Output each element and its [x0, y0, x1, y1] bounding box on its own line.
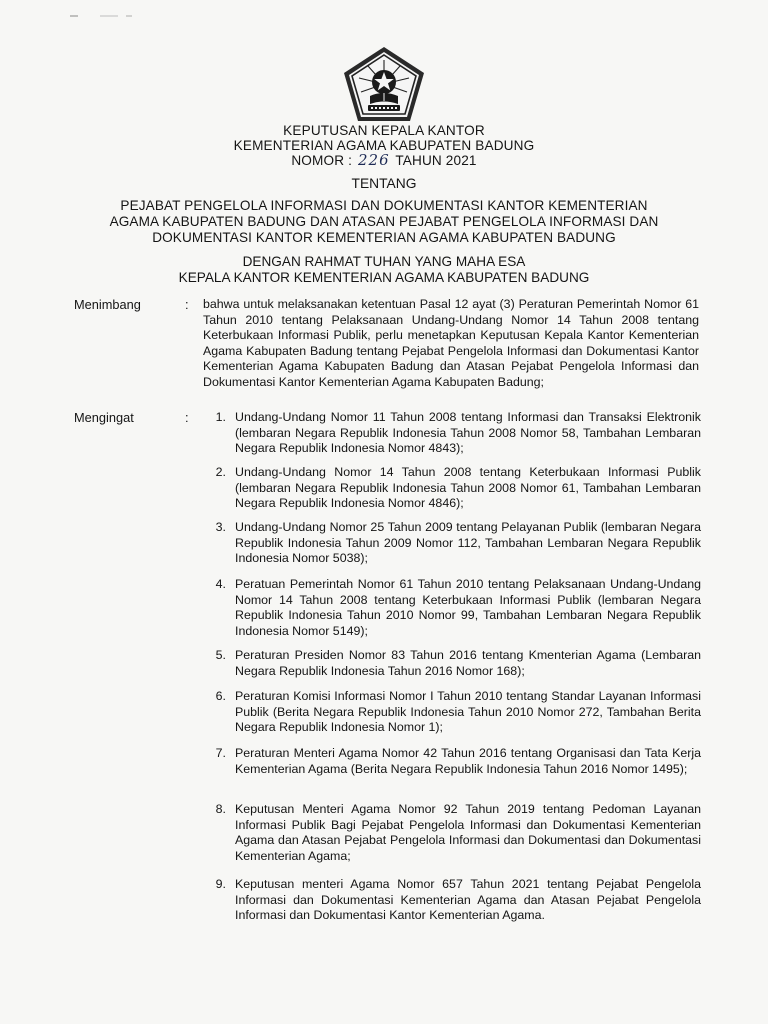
menimbang-label: Menimbang — [74, 297, 141, 312]
item-text: Undang-Undang Nomor 11 Tahun 2008 tentang Informasi dan Transaksi Elektronik (lembaran Negara Republik Indonesia Tahun 2008 Nomor 58, Tambahan Lembaran Negara Republik Indonesia Nomor 4843); — [235, 410, 701, 455]
title-line: PEJABAT PENGELOLA INFORMASI DAN DOKUMENTASI KANTOR KEMENTERIAN — [120, 198, 648, 213]
decree-title — [0, 198, 768, 246]
item-number: 8. — [215, 802, 226, 816]
item-number: 4. — [215, 577, 226, 591]
item-text: Undang-Undang Nomor 14 Tahun 2008 tentang Keterbukaan Informasi Publik (lembaran Negara Republik Indonesia Tahun 2008 Nomor 61, Tambahan Lembaran Negara Republik Indonesia Nomor 4846); — [235, 465, 701, 510]
nomor-prefix: NOMOR : — [291, 153, 353, 168]
decree-number-line — [0, 153, 768, 168]
item-text: Keputusan menteri Agama Nomor 657 Tahun 2021 tentang Pejabat Pengelola Informasi dan Dokumentasi Kementerian Agama dan Atasan Pejabat Pengelola Informasi dan Dokumentasi Kantor Kementerian Agama. — [235, 877, 701, 922]
item-number: 5. — [215, 648, 226, 662]
nomor-suffix: TAHUN 2021 — [395, 153, 477, 168]
item-number: 9. — [215, 877, 226, 891]
menimbang-text: bahwa untuk melaksanakan ketentuan Pasal 12 ayat (3) Peraturan Pemerintah Nomor 61 Tahun 2010 tentang Pelaksanaan Undang-Undang Nomor 14 Tahun 2008 tentang Keterbukaan Informasi Publik, perlu menetapkan Keputusan Kepala Kantor Kementerian Agama Kabupaten Badung tentang Pejabat Pengelola Informasi dan Dokumentasi Kantor Kementerian Agama Kabupaten Badung dan Atasan Pejabat Pengelola Informasi dan Dokumentasi Kantor Kementerian Agama Kabupaten Badung; — [203, 297, 699, 389]
tentang-heading: TENTANG — [351, 176, 417, 191]
item-number: 2. — [215, 465, 226, 479]
item-number: 7. — [215, 746, 226, 760]
item-number: 3. — [215, 520, 226, 534]
invocation-line: DENGAN RAHMAT TUHAN YANG MAHA ESA — [242, 254, 526, 269]
ministry-emblem-icon — [341, 44, 427, 124]
item-number: 6. — [215, 689, 226, 703]
mengingat-label: Mengingat — [74, 410, 134, 425]
item-text: Keputusan Menteri Agama Nomor 92 Tahun 2019 tentang Pedoman Layanan Informasi Publik Bagi Pejabat Pengelola Informasi dan Dokumentasi Kementerian Agama dan Atasan Pejabat Pengelola Informasi dan Dokumentasi dan Dokumentasi Kementerian Agama; — [235, 802, 701, 863]
item-text: Peraturan Menteri Agama Nomor 42 Tahun 2016 tentang Organisasi dan Tata Kerja Kementerian Agama (Berita Negara Republik Indonesia Tahun 2016 Nomor 1495); — [235, 746, 701, 776]
mengingat-colon: : — [185, 410, 189, 425]
handwritten-decree-number: 226 — [357, 151, 390, 169]
header-line: KEPUTUSAN KEPALA KANTOR — [283, 123, 485, 138]
decree-header — [0, 123, 768, 168]
title-line: DOKUMENTASI KANTOR KEMENTERIAN AGAMA KABUPATEN BADUNG — [152, 230, 616, 245]
invocation-block — [0, 254, 768, 286]
item-text: Undang-Undang Nomor 25 Tahun 2009 tentang Pelayanan Publik (lembaran Negara Republik Indonesia Tahun 2009 Nomor 112, Tambahan Lembaran Negara Republik Indonesia Nomor 5038); — [235, 520, 701, 565]
menimbang-colon: : — [185, 297, 189, 312]
header-line: KEMENTERIAN AGAMA KABUPATEN BADUNG — [233, 138, 535, 153]
scan-artifact-mark — [70, 14, 140, 18]
item-text: Peraturan Komisi Informasi Nomor I Tahun 2010 tentang Standar Layanan Informasi Publik (Berita Negara Republik Indonesia Tahun 2010 Nomor 272, Tambahan Berita Negara Republik Indonesia Nomor 1); — [235, 689, 701, 734]
item-text: Peraturan Presiden Nomor 83 Tahun 2016 tentang Kmenterian Agama (Lembaran Negara Republik Indonesia Tahun 2016 Nomor 168); — [235, 648, 701, 678]
invocation-line: KEPALA KANTOR KEMENTERIAN AGAMA KABUPATEN BADUNG — [178, 270, 590, 285]
item-number: 1. — [215, 410, 226, 424]
title-line: AGAMA KABUPATEN BADUNG DAN ATASAN PEJABAT PENGELOLA INFORMASI DAN — [109, 214, 659, 229]
item-text: Peratuan Pemerintah Nomor 61 Tahun 2010 tentang Pelaksanaan Undang-Undang Nomor 14 Tahun 2008 tentang Keterbukaan Informasi Publik (lembaran Negara Republik Indonesia Tahun 2010 Nomor 99, Tambahan Lembaran Negara Republik Indonesia Nomor 5149); — [235, 577, 701, 638]
